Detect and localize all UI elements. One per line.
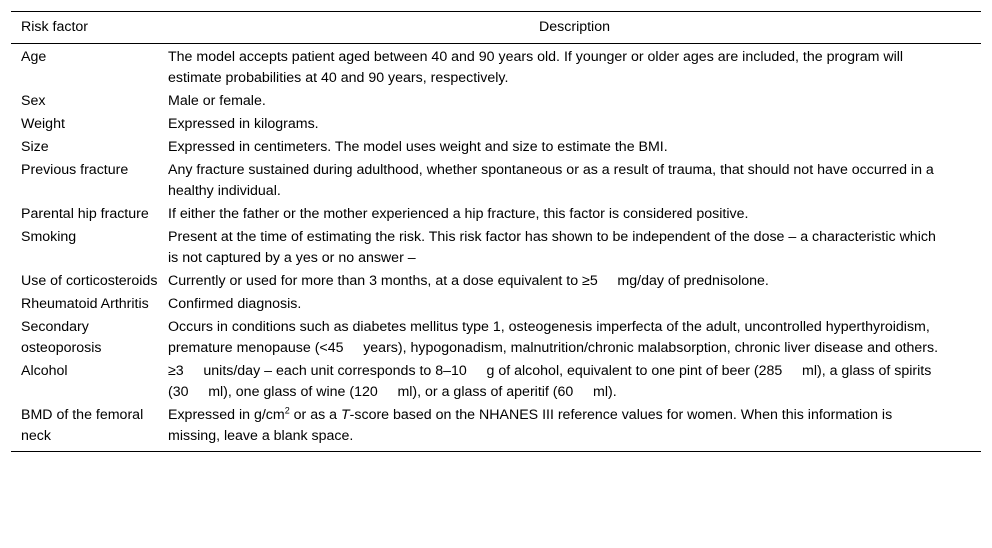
table-row bbox=[11, 404, 981, 452]
table-row bbox=[11, 136, 981, 159]
table-row bbox=[11, 226, 981, 270]
bmd-text-middle: or as a bbox=[289, 407, 341, 423]
table-header bbox=[11, 12, 981, 44]
bmd-text-end: -score based on the NHANES III reference values for women. When this information is missing, leave a blank space. bbox=[168, 407, 893, 444]
table-row bbox=[11, 203, 981, 226]
header-description: Description bbox=[168, 12, 981, 44]
table-row bbox=[11, 90, 981, 113]
risk-factor-table-container bbox=[11, 11, 981, 452]
header-risk-factor: Risk factor bbox=[11, 12, 168, 44]
table-row bbox=[11, 360, 981, 404]
row-description: Currently or used for more than 3 months, at a dose equivalent to ≥5 mg/day of prednisolone. bbox=[168, 273, 769, 289]
row-factor: Size bbox=[21, 139, 49, 155]
row-description bbox=[168, 404, 981, 452]
table-row bbox=[11, 293, 981, 316]
row-description: Expressed in centimeters. The model uses weight and size to estimate the BMI. bbox=[168, 139, 668, 155]
table-row bbox=[11, 113, 981, 136]
row-description: Expressed in kilograms. bbox=[168, 116, 319, 132]
row-factor: BMD of the femoral neck bbox=[11, 404, 168, 452]
bmd-text-start: Expressed in g/cm bbox=[168, 407, 285, 423]
row-description: ≥3 units/day – each unit corresponds to 8–10 g of alcohol, equivalent to one pint of beer (285 ml), a glass of spirits (30 ml), one glass of wine (120 ml), or a glass of aperitif (60 ml). bbox=[168, 363, 936, 400]
row-factor: Smoking bbox=[21, 229, 77, 245]
row-description: Occurs in conditions such as diabetes mellitus type 1, osteogenesis imperfecta of the adult, uncontrolled hyperthyroidism, premature menopause (<45 years), hypogonadism, malnutrition/chronic malabsorption, chronic liver disease and others. bbox=[168, 319, 939, 356]
table-row bbox=[11, 44, 981, 91]
row-factor: Weight bbox=[21, 116, 65, 132]
row-description: The model accepts patient aged between 40 and 90 years old. If younger or older ages are included, the program will estimate probabilities at 40 and 90 years, respectively. bbox=[168, 49, 904, 86]
row-factor: Rheumatoid Arthritis bbox=[21, 296, 149, 312]
superscript-two: 2 bbox=[284, 405, 290, 416]
risk-factor-table bbox=[11, 11, 981, 452]
table-row bbox=[11, 316, 981, 360]
table-row bbox=[11, 270, 981, 293]
row-factor: Secondary osteoporosis bbox=[21, 319, 102, 356]
row-description: Male or female. bbox=[168, 93, 266, 109]
row-factor: Parental hip fracture bbox=[21, 206, 149, 222]
row-factor: Alcohol bbox=[21, 363, 68, 379]
row-description: Present at the time of estimating the risk. This risk factor has shown to be independent of the dose – a characteristic which is not captured by a yes or no answer – bbox=[168, 229, 936, 266]
table-row bbox=[11, 159, 981, 203]
header-row bbox=[11, 12, 981, 44]
row-factor: Previous fracture bbox=[21, 162, 129, 178]
row-factor: Use of corticosteroids bbox=[21, 273, 158, 289]
row-description: Any fracture sustained during adulthood, whether spontaneous or as a result of trauma, that should not have occurred in a healthy individual. bbox=[168, 162, 934, 199]
table-body bbox=[11, 44, 981, 452]
row-description: If either the father or the mother experienced a hip fracture, this factor is considered positive. bbox=[168, 206, 749, 222]
row-factor: Sex bbox=[21, 93, 46, 109]
row-factor: Age bbox=[21, 49, 47, 65]
t-score-italic: T bbox=[340, 407, 350, 423]
row-description: Confirmed diagnosis. bbox=[168, 296, 302, 312]
